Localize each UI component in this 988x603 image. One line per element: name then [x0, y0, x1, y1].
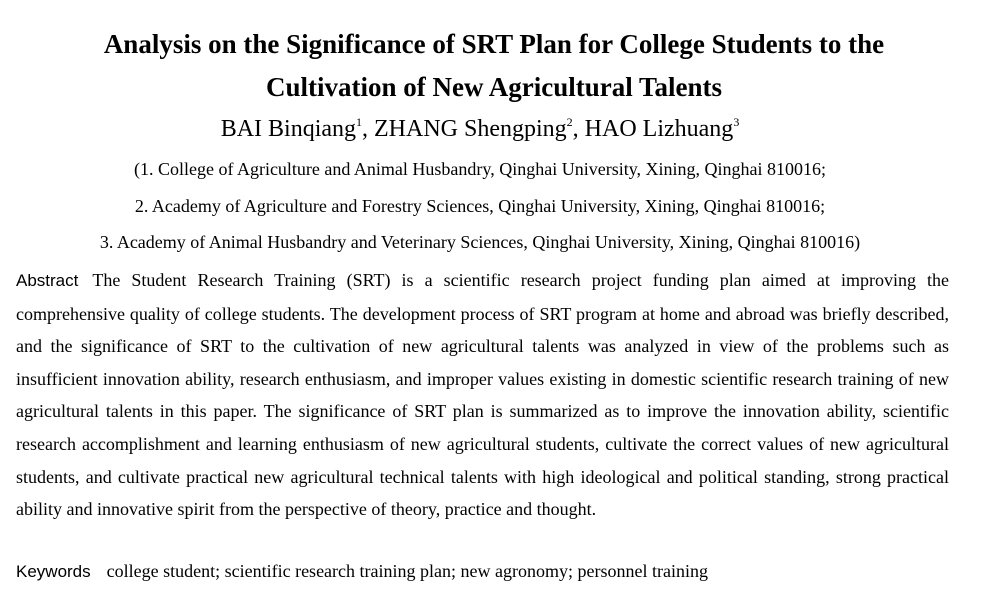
abstract-section: [16, 264, 949, 526]
affiliation-1: (1. College of Agriculture and Animal Husbandry, Qinghai University, Xining, Qinghai 810016;: [133, 159, 827, 179]
abstract-label: Abstract: [16, 271, 79, 290]
author-name: BAI Binqiang: [220, 116, 357, 142]
author-separator: ,: [572, 116, 585, 142]
author-list: [0, 114, 960, 144]
keywords-section: [16, 557, 949, 586]
author-separator: ,: [362, 116, 375, 142]
abstract-text: The Student Research Training (SRT) is a scientific research project funding plan aimed at improving the comprehensive quality of college students. The development process of SRT program at home and abroad was briefly described, and the significance of SRT to the cultivation of new agricultural talents was analyzed in view of the problems such as insufficient innovation ability, research enthusiasm, and improper values existing in domestic scientific research training of new agricultural talents in this paper. The significance of SRT plan is summarized as to improve the innovation ability, scientific research accomplishment and learning enthusiasm of new agricultural students, cultivate the correct values of new agricultural students, and cultivate practical new agricultural technical talents with high ideological and political standing, strong practical ability and innovative spirit from the perspective of theory, practice and thought.: [16, 270, 949, 520]
paper-title-line-1: Analysis on the Significance of SRT Plan for College Students to the: [103, 29, 885, 59]
keywords-label: Keywords: [16, 562, 91, 581]
paper-title-line-2: Cultivation of New Agricultural Talents: [265, 72, 723, 102]
author-affiliation-marker: 2: [566, 115, 573, 129]
keywords-text: college student; scientific research training plan; new agronomy; personnel training: [106, 561, 708, 581]
affiliation-3: 3. Academy of Animal Husbandry and Veterinary Sciences, Qinghai University, Xining, Qinghai 810016): [99, 232, 861, 252]
author-name: HAO Lizhuang: [584, 116, 734, 142]
author-affiliation-marker: 1: [356, 115, 363, 129]
author-affiliation-marker: 3: [733, 115, 740, 129]
affiliation-2: 2. Academy of Agriculture and Forestry Sciences, Qinghai University, Xining, Qinghai 810016;: [134, 196, 826, 216]
author-name: ZHANG Shengping: [374, 116, 567, 142]
